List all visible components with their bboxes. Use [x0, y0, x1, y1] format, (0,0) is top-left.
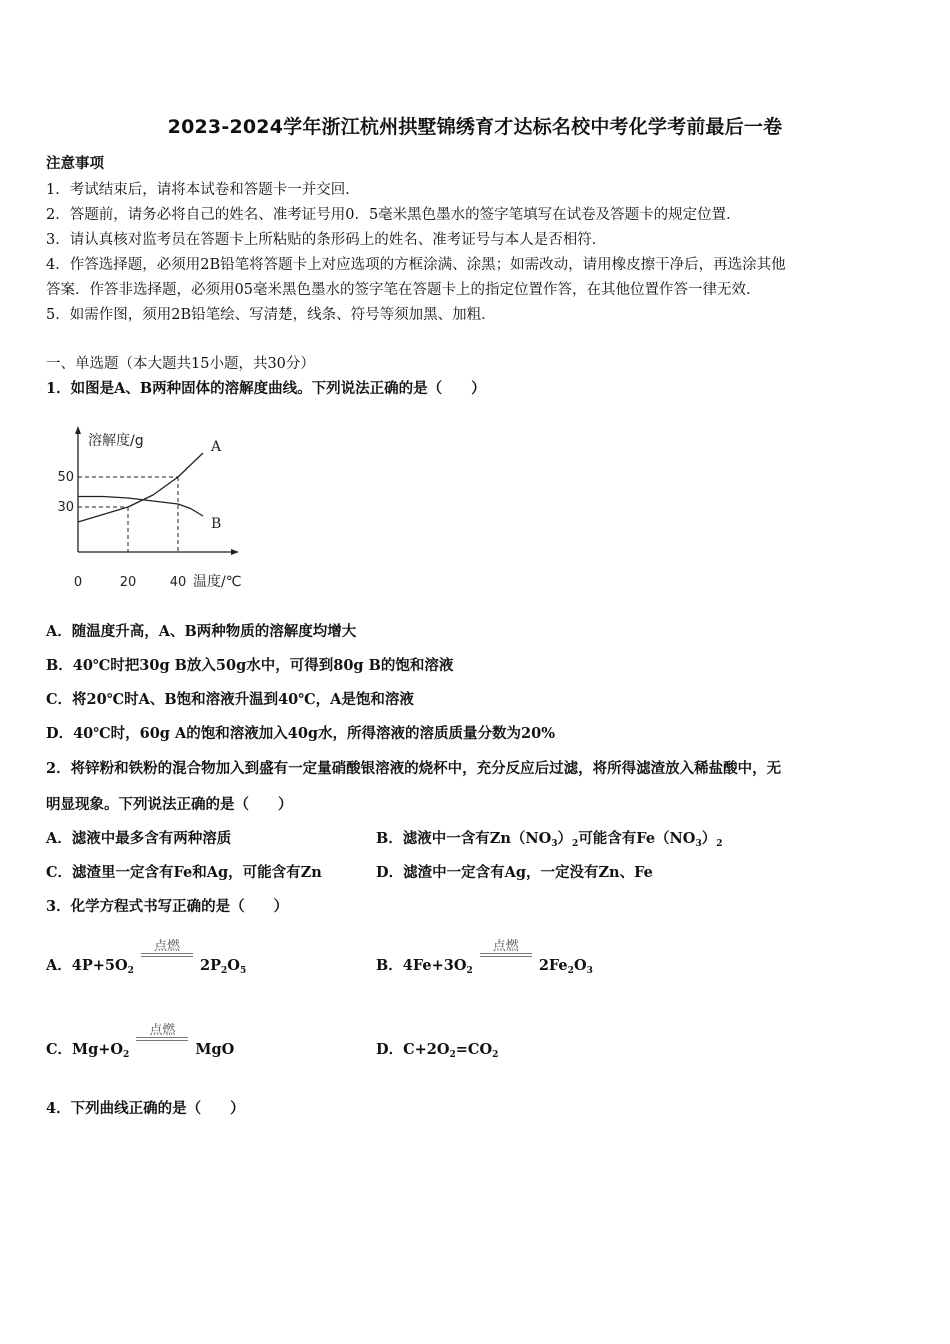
q3-option-d: D．$C+2O_2=CO_2$ — [376, 1041, 499, 1060]
q3-option-b: B．$4Fe+3O_2$ 点燃 $2Fe_2O_3$ — [376, 939, 593, 976]
note-item: 4．作答选择题，必须用2B铅笔将答题卡上对应选项的方框涂满、涂黑；如需改动，请用橡皮擦干净后，再选涂其他 — [46, 257, 786, 273]
question-2-stem-line1: 2．将锌粉和铁粉的混合物加入到盛有一定量硝酸银溶液的烧杯中，充分反应后过滤，将所得滤渣放入稀盐酸中，无 — [46, 760, 782, 777]
y-axis-label: 溶解度/g — [88, 433, 144, 449]
question-4-stem: 4．下列曲线正确的是（ ） — [46, 1100, 245, 1117]
page-title: 2023-2024学年浙江杭州拱墅锦绣育才达标名校中考化学考前最后一卷 — [167, 116, 783, 138]
question-2-stem-line2: 明显现象。下列说法正确的是（ ） — [46, 796, 293, 813]
note-item: 5．如需作图，须用2B铅笔绘、写清楚，线条、符号等须加黑、加粗． — [46, 307, 496, 323]
q1-option-a: A．随温度升高，A、B两种物质的溶解度均增大 — [46, 623, 357, 640]
note-item: 1．考试结束后，请将本试卷和答题卡一并交回． — [46, 182, 360, 198]
reaction-condition-arrow: 点燃 — [136, 1041, 188, 1059]
x-axis-arrow — [231, 549, 239, 555]
q1-option-b: B．40℃时把30g B放入50g水中，可得到80g B的饱和溶液 — [46, 657, 454, 674]
note-item: 3．请认真核对监考员在答题卡上所粘贴的条形码上的姓名、准考证号与本人是否相符． — [46, 232, 607, 248]
q1-option-c: C．将20℃时A、B饱和溶液升温到40℃，A是饱和溶液 — [46, 691, 414, 708]
x-axis-label: 温度/℃ — [193, 574, 242, 590]
y-axis-arrow — [75, 426, 81, 434]
y-tick-label: 50 — [57, 470, 74, 485]
x-tick-label: 0 — [73, 575, 83, 590]
series-b-curve — [78, 497, 203, 517]
series-a-curve — [78, 453, 203, 522]
x-tick-label: 40 — [169, 575, 187, 590]
series-a-label: A — [211, 439, 222, 455]
section-heading: 一、单选题（本大题共15小题，共30分） — [46, 356, 315, 372]
q2-option-b: B．滤液中一含有$Zn(NO_3)_2$可能含有$Fe(NO_3)_2$ — [376, 830, 723, 849]
q1-option-d: D．40℃时，60g A的饱和溶液加入40g水，所得溶液的溶质质量分数为20% — [46, 725, 556, 742]
series-b-label: B — [211, 516, 222, 532]
notes-heading: 注意事项 — [46, 156, 104, 172]
solubility-chart — [55, 420, 265, 598]
note-item: 2．答题前，请务必将自己的姓名、准考证号用0．5毫米黑色墨水的签字笔填写在试卷及答题卡的规定位置． — [46, 207, 741, 223]
q2-option-a: A．滤液中最多含有两种溶质 — [46, 830, 232, 847]
note-item: 答案．作答非选择题，必须用05毫米黑色墨水的签字笔在答题卡上的指定位置作答，在其他位置作答一律无效． — [46, 282, 761, 298]
reaction-condition-arrow: 点燃 — [141, 957, 193, 975]
q3-option-a: A．$4P+5O_2$ 点燃 $2P_2O_5$ — [46, 939, 247, 976]
reaction-condition-arrow: 点燃 — [480, 957, 532, 975]
x-tick-label: 20 — [119, 575, 137, 590]
q2-option-d: D．滤渣中一定含有Ag，一定没有Zn、Fe — [376, 864, 653, 881]
q3-option-c: C．$Mg+O_2$ 点燃 MgO — [46, 1023, 235, 1060]
y-tick-label: 30 — [57, 500, 74, 515]
question-1-stem: 1．如图是A、B两种固体的溶解度曲线。下列说法正确的是（ ） — [46, 380, 486, 397]
question-3-stem: 3．化学方程式书写正确的是（ ） — [46, 898, 289, 915]
q2-option-c: C．滤渣里一定含有Fe和Ag，可能含有Zn — [46, 864, 322, 881]
